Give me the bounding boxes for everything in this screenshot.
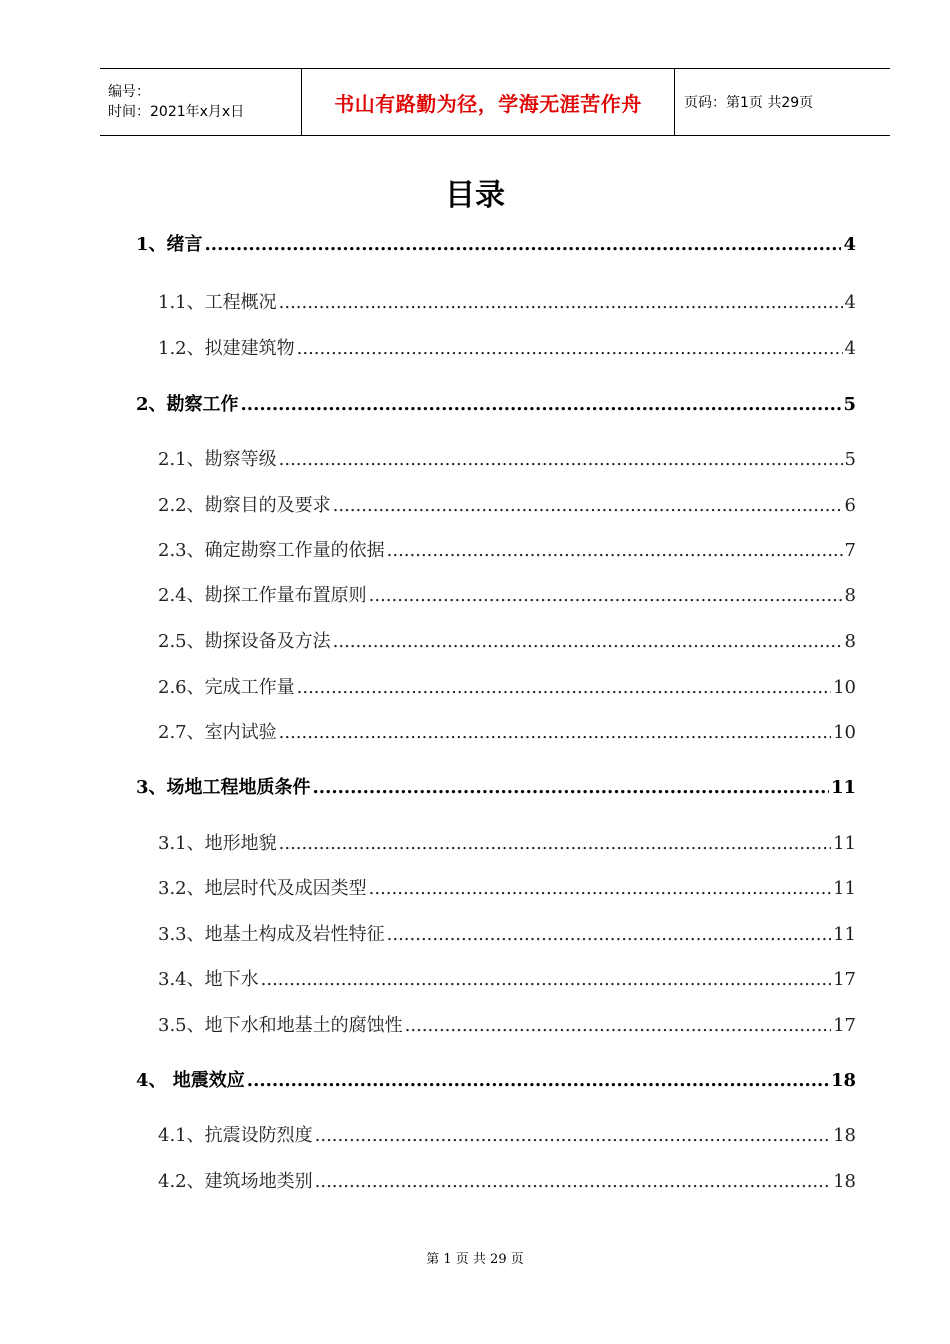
page-footer: 第 1 页 共 29 页 [426, 1252, 524, 1267]
toc-entry-label: 2、勘察工作 [136, 394, 239, 415]
toc-leader-dots [333, 631, 843, 652]
toc-entry-label: 2.4、勘探工作量布置原则 [158, 585, 367, 606]
toc-entry[interactable] [158, 1011, 856, 1037]
toc-entry[interactable] [136, 230, 856, 256]
toc-leader-dots [279, 449, 843, 470]
toc-leader-dots [315, 1171, 831, 1192]
toc-entry-label: 2.1、勘察等级 [158, 449, 277, 470]
toc-entry[interactable] [158, 581, 856, 607]
toc-entry[interactable] [158, 673, 856, 699]
toc-entry-page: 7 [844, 540, 856, 561]
toc-leader-dots [261, 969, 831, 990]
toc-entry-page: 11 [833, 924, 856, 945]
toc-entry-label: 1.2、拟建建筑物 [158, 338, 295, 359]
toc-entry[interactable] [158, 1121, 856, 1147]
toc-entry-page: 17 [833, 1015, 856, 1036]
toc-entry-label: 2.2、勘察目的及要求 [158, 495, 331, 516]
toc-entry-page: 18 [833, 1171, 856, 1192]
toc-entry-label: 2.7、室内试验 [158, 722, 277, 743]
toc-entry-label: 2.3、确定勘察工作量的依据 [158, 540, 385, 561]
toc-leader-dots [315, 1125, 831, 1146]
toc-entry[interactable] [158, 874, 856, 900]
toc-entry-label: 3.4、地下水 [158, 969, 259, 990]
toc-leader-dots [279, 292, 843, 313]
toc-entry-page: 8 [844, 631, 856, 652]
toc-entry[interactable] [158, 718, 856, 744]
toc-leader-dots [405, 1015, 831, 1036]
toc-entry-label: 3.5、地下水和地基土的腐蚀性 [158, 1015, 403, 1036]
toc-entry[interactable] [158, 829, 856, 855]
toc-leader-dots [297, 677, 831, 698]
toc-entry-label: 2.6、完成工作量 [158, 677, 295, 698]
toc-entry-page: 5 [844, 449, 856, 470]
toc-entry-page: 11 [830, 777, 856, 798]
toc-entry[interactable] [136, 1066, 856, 1092]
toc-entry[interactable] [158, 288, 856, 314]
header-page-cell [675, 69, 890, 135]
toc-entry-page: 5 [843, 394, 856, 415]
toc-entry-label: 4、 地震效应 [136, 1070, 245, 1091]
toc-entry-label: 3.1、地形地貌 [158, 833, 277, 854]
toc-entry-page: 17 [833, 969, 856, 990]
header-motto: 书山有路勤为径，学海无涯苦作舟 [334, 91, 642, 116]
toc-entry[interactable] [158, 491, 856, 517]
toc-leader-dots [247, 1070, 829, 1091]
toc-leader-dots [369, 878, 831, 899]
toc-entry[interactable] [158, 627, 856, 653]
toc-entry[interactable] [158, 965, 856, 991]
toc-entry-label: 4.2、建筑场地类别 [158, 1171, 313, 1192]
toc-entry-label: 1.1、工程概况 [158, 292, 277, 313]
toc-entry[interactable] [158, 1167, 856, 1193]
toc-entry[interactable] [136, 773, 856, 799]
toc-entry-page: 10 [833, 677, 856, 698]
document-header [100, 68, 890, 136]
document-number-label: 编号： [108, 84, 150, 100]
toc-entry-page: 11 [833, 833, 856, 854]
toc-entry[interactable] [158, 536, 856, 562]
toc-entry-page: 18 [833, 1125, 856, 1146]
toc-entry-label: 2.5、勘探设备及方法 [158, 631, 331, 652]
toc-entry-label: 4.1、抗震设防烈度 [158, 1125, 313, 1146]
toc-entry-page: 18 [830, 1070, 856, 1091]
toc-leader-dots [205, 234, 842, 255]
toc-title: 目录 [445, 178, 505, 213]
toc-leader-dots [313, 777, 829, 798]
toc-entry[interactable] [158, 334, 856, 360]
toc-entry-label: 3、场地工程地质条件 [136, 777, 311, 798]
header-motto-cell [301, 69, 675, 135]
toc-entry[interactable] [136, 390, 856, 416]
toc-entry-page: 4 [844, 338, 856, 359]
toc-entry-page: 4 [843, 234, 856, 255]
toc-entry-label: 3.3、地基土构成及岩性特征 [158, 924, 385, 945]
toc-entry-page: 4 [844, 292, 856, 313]
toc-entry-page: 11 [833, 878, 856, 899]
toc-leader-dots [333, 495, 843, 516]
toc-entry-label: 1、绪言 [136, 234, 203, 255]
toc-entry[interactable] [158, 445, 856, 471]
toc-leader-dots [387, 924, 831, 945]
toc-entry-page: 8 [844, 585, 856, 606]
toc-entry[interactable] [158, 920, 856, 946]
toc-leader-dots [241, 394, 842, 415]
toc-leader-dots [297, 338, 843, 359]
toc-entry-page: 6 [844, 495, 856, 516]
toc-leader-dots [387, 540, 843, 561]
header-page-info: 页码：第1页 共29页 [684, 95, 814, 111]
toc-leader-dots [369, 585, 843, 606]
toc-entry-label: 3.2、地层时代及成因类型 [158, 878, 367, 899]
toc-leader-dots [279, 722, 831, 743]
toc-entry-page: 10 [833, 722, 856, 743]
header-meta [100, 69, 301, 135]
document-date: 时间：2021年x月x日 [108, 104, 245, 120]
toc-leader-dots [279, 833, 831, 854]
